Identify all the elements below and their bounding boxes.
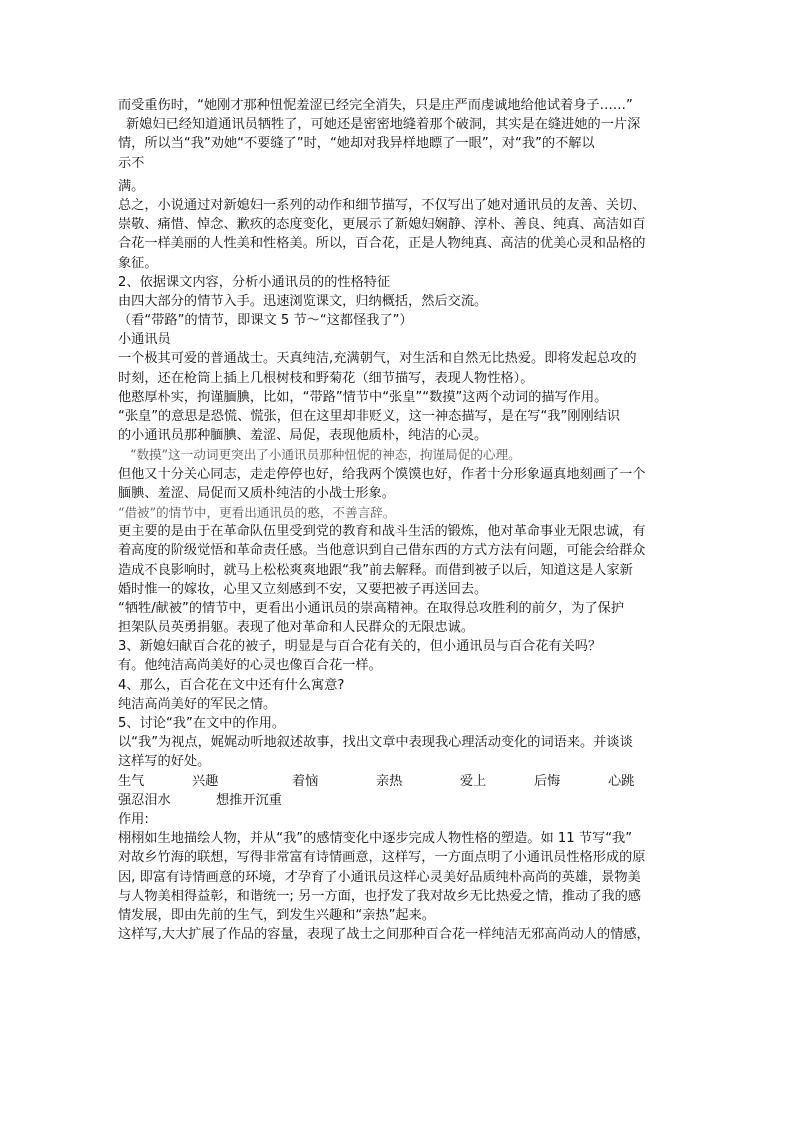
text-line: 腼腆、羞涩、局促而又质朴纯洁的小战士形象。	[118, 485, 395, 501]
text-line: 作用:	[118, 811, 149, 827]
text-line: 情，所以当“我”劝她“不要缝了”时，“她却对我异样地瞟了一眼”，对“我”的不解以	[118, 136, 595, 152]
text-line: 造成不良影响时，就马上松松爽爽地跟“我”前去解释。而借到被子以后，知道这是人家新	[118, 562, 633, 578]
text-line: 2、依据课文内容，分析小通讯员的的性格特征	[118, 274, 391, 290]
text-line: 由四大部分的情节入手。迅速浏览课文，归纳概括，然后交流。	[118, 293, 488, 309]
text-line: 一个极其可爱的普通战士。天真纯洁,充满朝气，对生活和自然无比热爱。即将发起总攻的	[118, 351, 637, 367]
text-line: “牺牲/献被”的情节中，更看出小通讯员的崇高精神。在取得总攻胜利的前夕，为了保护	[118, 600, 625, 616]
text-line: （看“带路”的情节，即课文 5 节～“这都怪我了”）	[118, 313, 413, 329]
word-list-row-1	[118, 772, 680, 791]
text-line: 栩栩如生地描绘人物，并从“我”的感情变化中逐步完成人物性格的塑造。如 11 节写“我”	[118, 831, 633, 847]
text-line: 因, 即富有诗情画意的环境，才孕育了小通讯员这样心灵美好品质纯朴高尚的英雄，景物美	[118, 869, 641, 885]
text-line: 的小通讯员那种腼腆、羞涩、局促，表现他质朴，纯洁的心灵。	[118, 428, 488, 444]
text-line: 4、那么，百合花在文中还有什么寓意?	[118, 677, 345, 693]
text-line: 有。他纯洁高尚美好的心灵也像百合花一样。	[118, 658, 382, 674]
text-line: 新媳妇已经知道通讯员牺牲了，可她还是密密地缝着那个破洞，其实是在缝进她的一片深	[126, 117, 641, 133]
text-line: 情发展，即由先前的生气，到发生兴趣和“亲热”起来。	[118, 907, 435, 923]
text-line: 而受重伤时，“她刚才那种忸怩羞涩已经完全消失，只是庄严而虔诚地给他试着身子……”	[118, 98, 633, 113]
text-line: 5、讨论“我”在文中的作用。	[118, 716, 286, 731]
word-list-row-2	[118, 791, 680, 810]
text-line: 婚时惟一的嫁妆，心里又立刻感到不安，又要把被子再送回去。	[118, 581, 488, 597]
word-item: 兴趣	[192, 773, 219, 789]
text-line: 以“我”为视点，娓娓动听地叙述故事，找出文章中表现我心理活动变化的词语来。并谈谈	[118, 735, 633, 751]
text-line: 与人物美相得益彰，和谐统一; 另一方面，也抒发了我对故乡无比热爱之情，推动了我的感	[118, 888, 641, 904]
text-line: “张皇”的意思是恐慌、慌张，但在这里却非贬义，这一神态描写，是在写“我”刚刚结识	[118, 409, 621, 424]
text-line: 时刻，还在枪筒上插上几根树枝和野菊花（细节描写，表现人物性格）。	[118, 370, 534, 386]
text-line: 纯洁高尚美好的军民之情。	[118, 696, 277, 712]
text-line: 小通讯员	[118, 332, 171, 348]
text-line: “数摸”这一动词更突出了小通讯员那种忸怩的神态，拘谨局促的心理。	[130, 447, 521, 463]
text-body	[118, 96, 680, 772]
text-line: 示不	[118, 155, 145, 171]
text-line: 崇敬、痛惜、悼念、歉疚的态度变化，更展示了新媳妇娴静、淳朴、善良、纯真、高洁如百	[118, 217, 646, 233]
word-item: 想推开沉重	[216, 792, 282, 808]
text-line: 合花一样美丽的人性美和性格美。所以，百合花，正是人物纯真、高洁的优美心灵和品格的	[118, 236, 646, 252]
text-line: 担架队员英勇捐躯。表现了他对革命和人民群众的无限忠诚。	[118, 620, 475, 636]
word-item: 爱上	[460, 773, 487, 789]
text-line: 这样写,大大扩展了作品的容量，表现了战士之间那种百合花一样纯洁无邪高尚动人的情感，	[118, 927, 650, 943]
text-line: 总之，小说通过对新媳妇一系列的动作和细节描写，不仅写出了她对通讯员的友善、关切、	[118, 197, 646, 213]
word-item: 着恼	[292, 773, 319, 789]
text-line: 更主要的是由于在革命队伍里受到党的教育和战斗生活的锻炼，他对革命事业无限忠诚，有	[118, 524, 646, 540]
text-line: 满。	[118, 178, 145, 194]
text-line: 着高度的阶级觉悟和革命责任感。当他意识到自己借东西的方式方法有问题，可能会给群众	[118, 543, 646, 559]
word-item: 亲热	[376, 773, 403, 789]
text-line: 他憨厚朴实，拘谨腼腆，比如，“带路”情节中“张皇”“数摸”这两个动词的描写作用。	[118, 389, 608, 405]
word-item: 心跳	[608, 773, 635, 789]
text-line: 对故乡竹海的联想，写得非常富有诗情画意，这样写，一方面点明了小通讯员性格形成的原	[118, 850, 646, 866]
word-item: 强忍泪水	[118, 792, 171, 808]
text-line: 3、新媳妇献百合花的被子，明显是与百合花有关的，但小通讯员与百合花有关吗？	[118, 639, 602, 655]
word-item: 后悔	[534, 773, 561, 789]
text-body-continued	[118, 810, 680, 944]
text-line: 这样写的好处。	[118, 754, 211, 770]
document-page	[118, 96, 680, 944]
text-line: “借被”的情节中，更看出通讯员的憨，不善言辞。	[118, 504, 396, 520]
text-line: 但他又十分关心同志，走走停停也好，给我两个馍馍也好，作者十分形象逼真地刻画了一个	[118, 466, 646, 482]
text-line: 象征。	[118, 255, 158, 271]
word-item: 生气	[118, 773, 145, 789]
